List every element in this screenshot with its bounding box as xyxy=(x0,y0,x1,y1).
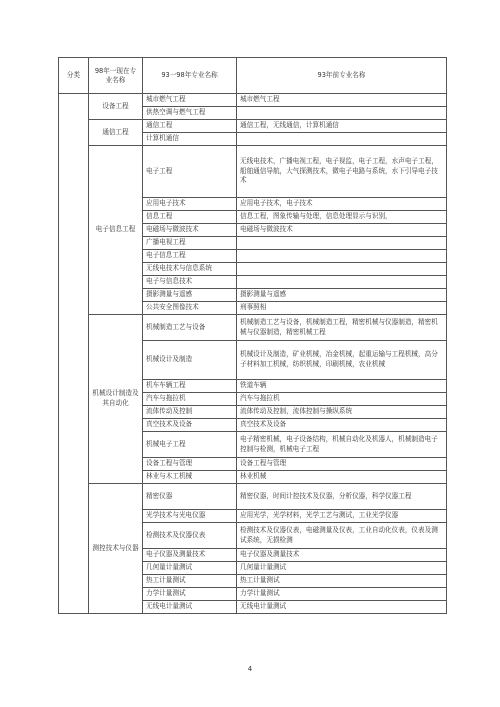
header-current-major: 98年一现在专业名称 xyxy=(89,58,143,94)
major-pre93-cell: 真空技术及设备 xyxy=(237,419,447,432)
group-name-cell: 测控技术与仪器 xyxy=(89,484,143,614)
major-pre93-cell xyxy=(237,133,447,146)
major-93-98-cell: 电子信息工程 xyxy=(143,250,237,263)
table-body xyxy=(59,94,447,614)
major-93-98-cell: 汽车与拖拉机 xyxy=(143,393,237,406)
major-pre93-cell: 电子仪器及测量技术 xyxy=(237,549,447,562)
major-93-98-cell: 流体传动及控制 xyxy=(143,406,237,419)
major-93-98-cell: 机械电子工程 xyxy=(143,432,237,458)
major-93-98-cell: 电子与信息技术 xyxy=(143,276,237,289)
table-row xyxy=(59,146,447,198)
major-pre93-cell xyxy=(237,276,447,289)
major-pre93-cell: 热工计量测试 xyxy=(237,575,447,588)
major-93-98-cell: 机械制造工艺与设备 xyxy=(143,315,237,341)
major-pre93-cell: 电磁场与微波技术 xyxy=(237,224,447,237)
major-pre93-cell: 检测技术及仪器仪表，电磁测量及仪表，工业自动化仪表，仪表及测试系统，无损检测 xyxy=(237,523,447,549)
major-pre93-cell: 城市燃气工程 xyxy=(237,94,447,107)
major-pre93-cell: 几何量计量测试 xyxy=(237,562,447,575)
major-93-98-cell: 几何量计量测试 xyxy=(143,562,237,575)
major-pre93-cell: 机械设计及制造，矿业机械，冶金机械，起重运输与工程机械，高分子材料加工机械，纺织机械，印刷机械，农业机械 xyxy=(237,341,447,380)
major-93-98-cell: 无线电计量测试 xyxy=(143,601,237,614)
major-93-98-cell: 供热空调与燃气工程 xyxy=(143,107,237,120)
major-pre93-cell: 流体传动及控制，流体控制与操纵系统 xyxy=(237,406,447,419)
major-93-98-cell: 摄影测量与遥感 xyxy=(143,289,237,302)
major-93-98-cell: 电子工程 xyxy=(143,146,237,198)
major-pre93-cell: 应用光学，光学材料，光学工艺与测试，工业光学仪器 xyxy=(237,510,447,523)
major-pre93-cell xyxy=(237,250,447,263)
major-pre93-cell: 力学计量测试 xyxy=(237,588,447,601)
major-93-98-cell: 林业与木工机械 xyxy=(143,471,237,484)
major-93-98-cell: 电子仪器及测量技术 xyxy=(143,549,237,562)
major-93-98-cell: 机械设计及制造 xyxy=(143,341,237,380)
table-row xyxy=(59,315,447,341)
major-93-98-cell: 光学技术与光电仪器 xyxy=(143,510,237,523)
major-pre93-cell: 信息工程，图象传输与处理，信息处理显示与识别， xyxy=(237,211,447,224)
category-cell xyxy=(59,94,89,614)
major-93-98-cell: 电磁场与微波技术 xyxy=(143,224,237,237)
major-93-98-cell: 检测技术及仪器仪表 xyxy=(143,523,237,549)
major-93-98-cell: 信息工程 xyxy=(143,211,237,224)
header-93-98-major: 93一98年专业名称 xyxy=(143,58,237,94)
page-number: 4 xyxy=(247,665,253,673)
major-pre93-cell: 精密仪器，时间计控技术及仪器，分析仪器，科学仪器工程 xyxy=(237,484,447,510)
table-row xyxy=(59,94,447,107)
major-pre93-cell: 应用电子技术，电子技术 xyxy=(237,198,447,211)
major-pre93-cell: 机械制造工艺与设备，机械制造工程，精密机械与仪器制造，精密机械与仪器制造，精密机械工程 xyxy=(237,315,447,341)
group-name-cell: 电子信息工程 xyxy=(89,146,143,315)
major-93-98-cell: 计算机通信 xyxy=(143,133,237,146)
majors-table xyxy=(58,57,447,614)
major-93-98-cell: 精密仪器 xyxy=(143,484,237,510)
table-header-row xyxy=(59,58,447,94)
major-93-98-cell: 热工计量测试 xyxy=(143,575,237,588)
major-pre93-cell xyxy=(237,107,447,120)
major-pre93-cell: 刑事照相 xyxy=(237,302,447,315)
major-pre93-cell: 电子精密机械，电子设备结构，机械自动化及机器人，机械制造电子控制与检测，机械电子工程 xyxy=(237,432,447,458)
major-93-98-cell: 机车车辆工程 xyxy=(143,380,237,393)
major-93-98-cell: 广播电视工程 xyxy=(143,237,237,250)
group-name-cell: 通信工程 xyxy=(89,120,143,146)
major-93-98-cell: 应用电子技术 xyxy=(143,198,237,211)
group-name-cell: 机械设计制造及其自动化 xyxy=(89,315,143,484)
header-category: 分类 xyxy=(59,58,89,94)
major-93-98-cell: 城市燃气工程 xyxy=(143,94,237,107)
major-93-98-cell: 通信工程 xyxy=(143,120,237,133)
major-93-98-cell: 无线电技术与信息系统 xyxy=(143,263,237,276)
major-pre93-cell: 摄影测量与遥感 xyxy=(237,289,447,302)
major-pre93-cell: 汽车与拖拉机 xyxy=(237,393,447,406)
major-93-98-cell: 公共安全图像技术 xyxy=(143,302,237,315)
major-93-98-cell: 设备工程与管理 xyxy=(143,458,237,471)
major-93-98-cell: 力学计量测试 xyxy=(143,588,237,601)
major-pre93-cell: 铁道车辆 xyxy=(237,380,447,393)
major-pre93-cell: 设备工程与管理 xyxy=(237,458,447,471)
table-row xyxy=(59,120,447,133)
major-pre93-cell: 无线电技术，广播电视工程，电子视监，电子工程，水声电子工程，船舶通信导航，大气探测技术，微电子电路与系统，水下引导电子技术 xyxy=(237,146,447,198)
major-pre93-cell: 通信工程，无线通信，计算机通信 xyxy=(237,120,447,133)
header-pre93-major: 93年前专业名称 xyxy=(237,58,447,94)
major-pre93-cell: 无线电计量测试 xyxy=(237,601,447,614)
table-row xyxy=(59,484,447,510)
major-pre93-cell xyxy=(237,263,447,276)
major-93-98-cell: 真空技术及设备 xyxy=(143,419,237,432)
group-name-cell: 设备工程 xyxy=(89,94,143,120)
major-pre93-cell: 林业机械 xyxy=(237,471,447,484)
major-pre93-cell xyxy=(237,237,447,250)
